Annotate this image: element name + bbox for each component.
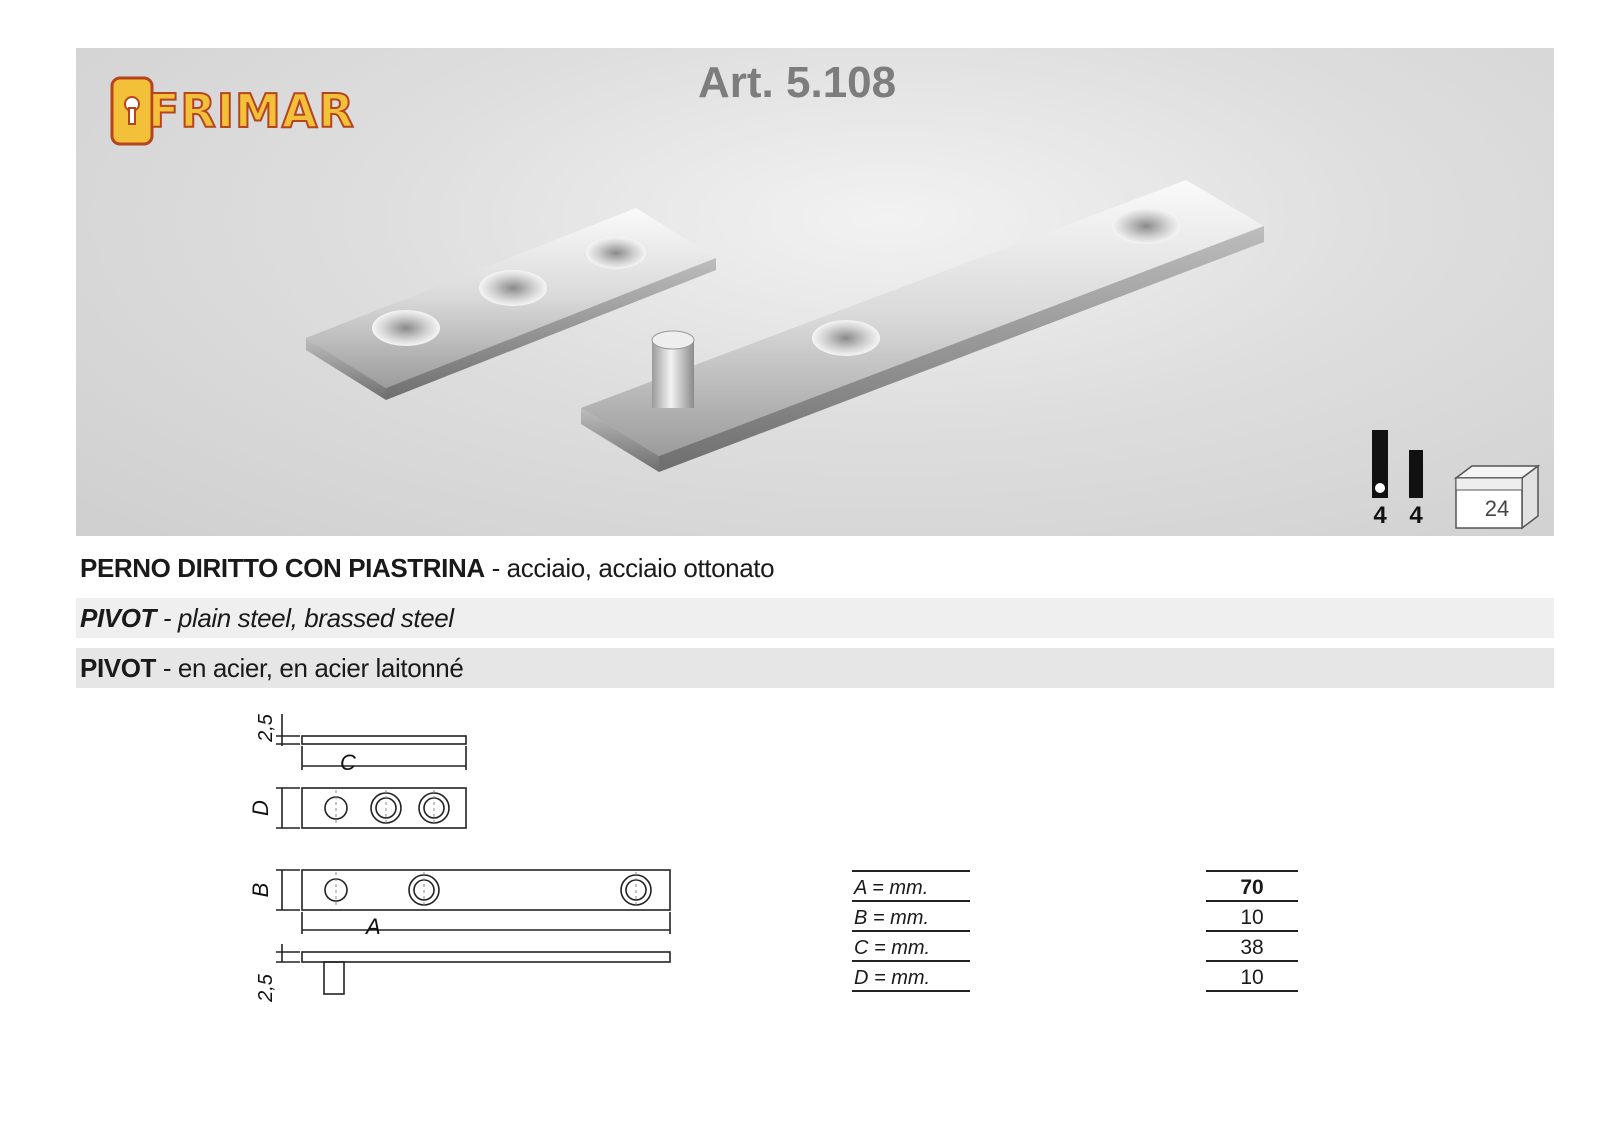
dimension-label-row: [852, 931, 970, 962]
dimension-d-label: D: [248, 800, 273, 816]
description-name: PERNO DIRITTO CON PIASTRINA: [80, 553, 485, 583]
dimension-value: 38: [1240, 936, 1264, 959]
dimension-label: D = mm.: [854, 967, 931, 989]
short-plate-side-view: [302, 736, 466, 744]
box-quantity: 24: [1484, 496, 1510, 521]
long-plate: [581, 180, 1264, 472]
long-plate-top-view: [302, 870, 670, 910]
article-number: Art. 5.108: [698, 58, 897, 107]
dimension-label: B = mm.: [854, 907, 930, 929]
description-material: - en acier, en acier laitonné: [156, 653, 464, 683]
dimension-value: 10: [1240, 906, 1264, 929]
description-material: - plain steel, brassed steel: [156, 603, 454, 633]
dimension-label: C = mm.: [854, 937, 931, 959]
dimension-label: A = mm.: [854, 877, 929, 899]
description-name: PIVOT: [80, 603, 157, 633]
top-thickness-label: 2,5: [255, 714, 277, 742]
dimension-c-label: C: [340, 750, 356, 775]
dimension-value-row: [1206, 961, 1298, 992]
description-french: [76, 648, 1554, 688]
pin-quantity: 4: [1373, 502, 1387, 529]
dimension-value: 10: [1240, 966, 1264, 989]
brand-logo-text: FRIMAR: [148, 84, 355, 138]
dimension-value-row: [1206, 931, 1298, 962]
pin-quantity-icon: [1370, 430, 1390, 498]
dimension-label-row: [852, 901, 970, 932]
plate-quantity-icon: [1408, 450, 1424, 498]
technical-drawing: [240, 700, 700, 1030]
description-english: [76, 598, 1554, 638]
dimension-b-label: B: [248, 882, 273, 898]
dimension-a-label: A: [366, 914, 381, 939]
pivot-pin-side-view: [324, 962, 344, 994]
description-material: - acciaio, acciaio ottonato: [484, 553, 775, 583]
description-name: PIVOT: [80, 653, 157, 683]
dimension-value: 70: [1240, 876, 1264, 899]
dimension-label-row: [852, 871, 970, 902]
plate-quantity: 4: [1409, 502, 1423, 529]
bottom-thickness-label: 2,5: [255, 974, 277, 1002]
short-plate-top-view: [302, 788, 466, 828]
long-plate-side-view: [302, 952, 670, 962]
description-italian: [76, 548, 1554, 588]
dimension-label-row: [852, 961, 970, 992]
dimension-value-row: [1206, 901, 1298, 932]
dimension-value-row: [1206, 871, 1298, 902]
